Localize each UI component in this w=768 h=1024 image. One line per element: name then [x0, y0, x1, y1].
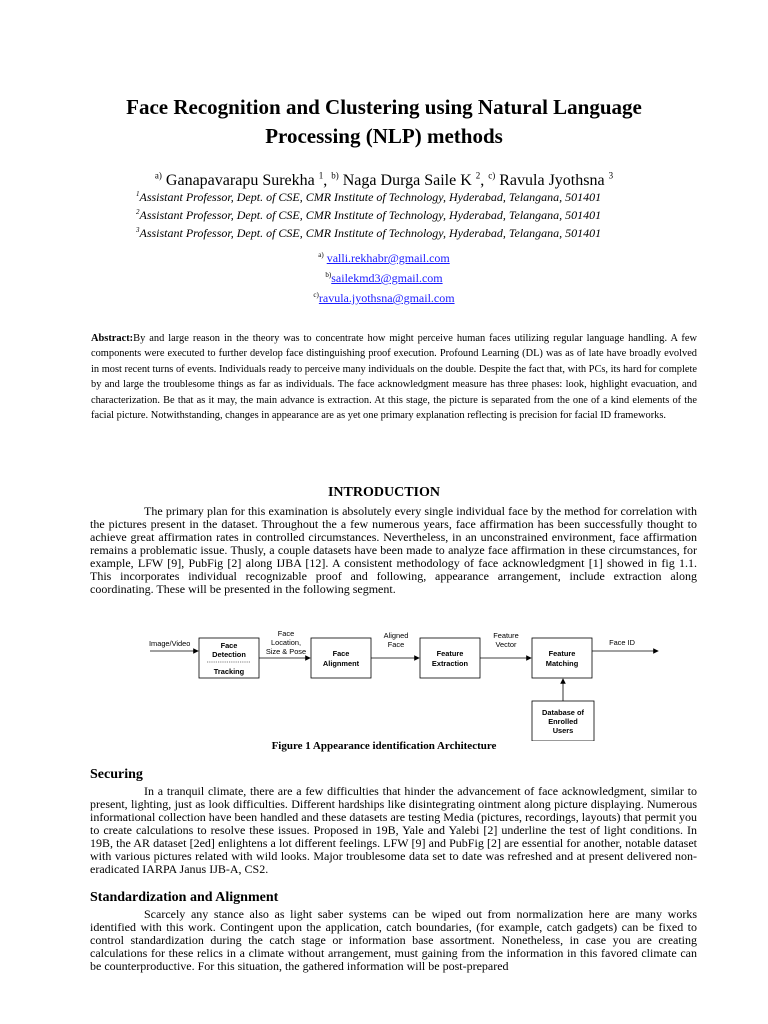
introduction-heading: INTRODUCTION — [327, 485, 440, 500]
aligned-label-2: Face — [387, 640, 405, 649]
feature-extraction-box — [420, 638, 480, 678]
author-marker: a) — [154, 171, 162, 181]
author-affiliation-number: 1 — [318, 171, 324, 181]
author-marker: c) — [488, 171, 496, 181]
tracking-label: Tracking — [213, 667, 245, 676]
database-line-2: Enrolled — [548, 717, 578, 726]
vector-label-2: Vector — [495, 640, 517, 649]
email-marker: a) — [318, 251, 324, 259]
securing-paragraph — [90, 785, 697, 876]
affiliation-item — [136, 187, 601, 205]
author-separator: , — [480, 172, 485, 190]
abstract-text: By and large reason in the theory was to concentrate how might perceive human faces utilizing regular language handling. A few components were executed to further develop face distinguishing proof execution. Profound Learning (DL) was as of late have broadly evolved in most recent turns of events. Individuals ready to perceive many individuals on the double. Despite the fact that, with PCs, its hard for complete by and large the troublesome things as far as individuals. The face acknowledgment measure has three phases: look, highlight evacuation, and characterization. Be that as it may, the main advance is extraction. At this stage, the picture is separated from the one of a kind elements of the facial picture. Notwithstanding, changes in appearance are as yet one primary explanation reflecting is precision for facial ID frameworks. — [91, 333, 697, 422]
author-name: Ganapavarapu Surekha — [165, 172, 315, 190]
email-item — [0, 287, 768, 307]
affiliation-number: 2 — [136, 208, 140, 216]
database-line-1: Database of — [542, 708, 584, 717]
email-marker: b) — [325, 271, 332, 279]
email-item — [0, 267, 768, 287]
output-label: Face ID — [609, 638, 635, 647]
author-affiliation-number: 3 — [608, 171, 614, 181]
author-name: Ravula Jyothsna — [499, 172, 605, 190]
feature-matching-line-2: Matching — [545, 659, 579, 668]
affiliation-number: 1 — [136, 190, 140, 198]
face-detection-line-2: Detection — [212, 650, 246, 659]
introduction-paragraph — [90, 505, 697, 596]
author-marker: b) — [331, 171, 339, 181]
architecture-diagram — [148, 626, 668, 741]
input-label: Image/Video — [149, 639, 191, 648]
feature-extraction-line-1: Feature — [436, 649, 464, 658]
vector-label-1: Feature — [493, 631, 519, 640]
aligned-label-1: Aligned — [383, 631, 409, 640]
face-alignment-line-1: Face — [332, 649, 350, 658]
standardization-paragraph — [90, 908, 697, 973]
face-detection-line-1: Face — [220, 641, 238, 650]
face-alignment-box — [311, 638, 371, 678]
figure-caption: Figure 1 Appearance identification Architecture — [271, 740, 497, 752]
affiliation-number: 3 — [136, 226, 140, 234]
paper-title: Face Recognition and Clustering using Natural Language Processing (NLP) methods — [126, 95, 642, 148]
location-label-3: Size & Pose — [265, 647, 307, 656]
author-name: Naga Durga Saile K — [342, 172, 472, 190]
email-link[interactable]: ravula.jyothsna@gmail.com — [318, 291, 455, 305]
author-affiliation-number: 2 — [475, 171, 481, 181]
introduction-text: The primary plan for this examination is absolutely every single individual face by the method for correlation with the pictures present in the dataset. Throughout the a few numerous years, face affirmation has been successfully thought to achieve great affirmation rates in controlled circumstances. Nevertheless, in an unconstrained environment, face affirmation remains a problematic issue. Thusly, a couple datasets have been made to analyze face affirmation in these circumstances, for example, LFW [9], PubFig [2] along IJBA [12]. A consistent methodology of face acknowledgment [1] showed in fig 1.1. This incorporates individual recognizable proof and following, appearance arrangement, include extraction along coordinating. These will be presented in the following segment. — [90, 504, 697, 596]
feature-extraction-line-2: Extraction — [431, 659, 469, 668]
database-line-3: Users — [552, 726, 574, 735]
feature-matching-box — [532, 638, 592, 678]
standardization-heading: Standardization and Alignment — [90, 890, 279, 905]
affiliation-text: Assistant Professor, Dept. of CSE, CMR Institute of Technology, Hyderabad, Telangana, 501401 — [139, 226, 602, 240]
standardization-text: Scarcely any stance also as light saber systems can be wiped out from normalization here are many works identified with this work. Contingent upon the application, catch boundaries, (for example, catch gadgets) can be fixed to control standardization during the catch stage or information base assortment. Nonetheless, in case you are creating calculations for these relics in a climate without arrangement, must gaining from the information in this favored climate can be counterproductive. For this situation, the gathered information will be post-prepared — [90, 907, 697, 973]
author-separator: , — [323, 172, 328, 190]
affiliation-text: Assistant Professor, Dept. of CSE, CMR Institute of Technology, Hyderabad, Telangana, 501401 — [139, 208, 602, 222]
affiliation-list — [136, 187, 601, 241]
abstract-label: Abstract: — [91, 333, 134, 344]
face-alignment-line-2: Alignment — [322, 659, 360, 668]
affiliation-text: Assistant Professor, Dept. of CSE, CMR Institute of Technology, Hyderabad, Telangana, 501401 — [139, 190, 602, 204]
email-link[interactable]: valli.rekhabr@gmail.com — [326, 251, 450, 265]
affiliation-item — [136, 223, 601, 241]
affiliation-item — [136, 205, 601, 223]
email-marker: c) — [313, 291, 319, 299]
location-label-1: Face — [277, 629, 295, 638]
email-list — [0, 247, 768, 307]
email-item — [0, 247, 768, 267]
feature-matching-line-1: Feature — [548, 649, 576, 658]
email-link[interactable]: sailekmd3@gmail.com — [331, 271, 443, 285]
securing-text: In a tranquil climate, there are a few difficulties that hinder the advancement of face acknowledgment, similar to present, lighting, just as look difficulties. Different hardships like disintegrating ointment along picture displaying. Numerous informational collection have been handled and these datasets are testing Media (pictures, recordings, layouts) that permit you to create calculations to resolve these issues. Proposed in 19B, Yale and Yalebi [2] underline the test of light conditions. In 19B, the AR dataset [2ed] enlightens a lot different feelings. LFW [9] and PubFig [2] are essential for another, notable dataset with various pictures related with wild looks. Major troublesome data set to date was refreshed and at present delivered non-eradicated IARPA Janus IJB-A, CS2. — [90, 784, 697, 876]
abstract — [91, 331, 697, 423]
location-label-2: Location, — [271, 638, 301, 647]
securing-heading: Securing — [90, 767, 143, 782]
